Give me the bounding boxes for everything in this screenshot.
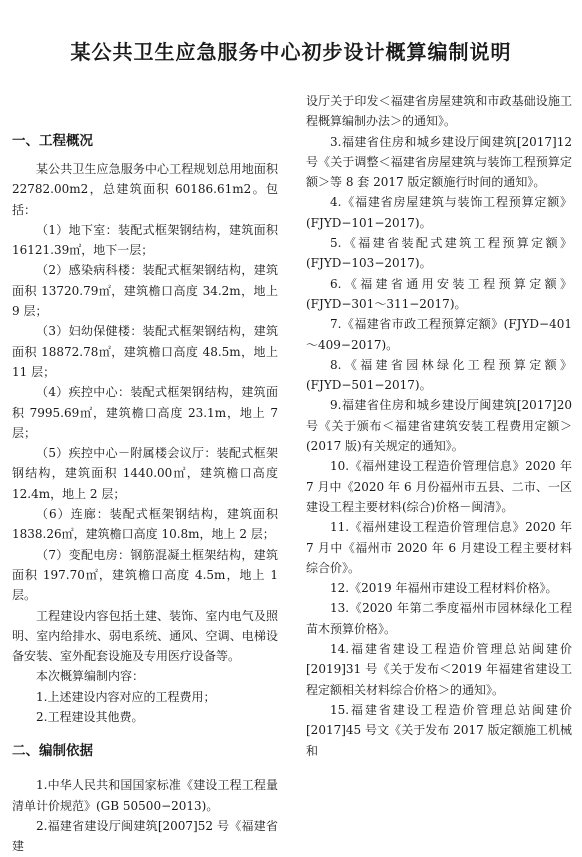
estimate-content-item-1: 1.上述建设内容对应的工程费用； (36, 689, 216, 704)
basis-item-12: 12.《2019 年福州市建设工程材料价格》。 (330, 581, 558, 596)
basis-item-9: 9.福建省住房和城乡建设厅闽建筑[2017]20 号《关于颁布＜福建省建筑安装工程费用定额＞(2017 版)有关规定的通知》。 (306, 398, 572, 454)
right-column (306, 91, 572, 761)
overview-item-6: （6）连廊：装配式框架钢结构，建筑面积 1838.26㎡，建筑檐口高度 10.8m，地上 2 层； (12, 507, 278, 542)
basis-item-10: 10.《福州建设工程造价管理信息》2020 年 7 月中《2020 年 6 月份福州市五县、二市、一区建设工程主要材料(综合)价格－闽清》。 (306, 459, 572, 514)
basis-item-13: 13.《2020 年第二季度福州市园林绿化工程苗木预算价格》。 (306, 601, 572, 636)
document-title: 某公共卫生应急服务中心初步设计概算编制说明 (70, 40, 512, 64)
left-column (12, 131, 278, 857)
estimate-content-item-2: 2.工程建设其他费。 (36, 710, 144, 725)
overview-item-3: （3）妇幼保健楼：装配式框架钢结构，建筑面积 18872.78㎡，建筑檐口高度 48.5m，地上 11 层； (12, 324, 278, 379)
basis-item-8: 8.《福建省园林绿化工程预算定额》(FJYD−501−2017)。 (306, 357, 572, 393)
overview-item-2: （2）感染病科楼：装配式框架钢结构，建筑面积 13720.79㎡，建筑檐口高度 34.2m，地上 9 层； (12, 263, 278, 319)
overview-paragraph: 某公共卫生应急服务中心工程规划总用地面积 22782.00m2，总建筑面积 60186.61m2。包括： (12, 162, 278, 217)
basis-item-14: 14.福建省建设工程造价管理总站闽建价[2019]31 号《关于发布＜2019 年福建省建设工程定额相关材料综合价格＞的通知》。 (306, 642, 572, 697)
basis-item-5: 5.《福建省装配式建筑工程预算定额》(FJYD−103−2017)。 (306, 236, 572, 271)
estimate-content-label: 本次概算编制内容： (36, 669, 145, 684)
basis-item-4: 4.《福建省房屋建筑与装饰工程预算定额》(FJYD−101−2017)。 (306, 195, 572, 230)
section-2-heading: 二、编制依据 (12, 743, 93, 760)
overview-item-5: （5）疾控中心－附属楼会议厅：装配式框架钢结构，建筑面积 1440.00㎡，建筑檐口高度 12.4m，地上 2 层； (12, 446, 278, 501)
scope-paragraph: 工程建设内容包括土建、装饰、室内电气及照明、室内给排水、弱电系统、通风、空调、电梯设备安装、室外配套设施及专用医疗设备等。 (12, 608, 278, 664)
basis-item-2-continued: 设厅关于印发＜福建省房屋建筑和市政基础设施工程概算编制办法＞的通知》。 (306, 94, 572, 129)
overview-item-7: （7）变配电房：钢筋混凝土框架结构，建筑面积 197.70㎡，建筑檐口高度 4.5m，地上 1 层。 (12, 547, 278, 603)
basis-item-7: 7.《福建省市政工程预算定额》(FJYD−401～409−2017)。 (306, 317, 572, 352)
basis-item-3: 3.福建省住房和城乡建设厅闽建筑[2017]12 号《关于调整＜福建省房屋建筑与装饰工程预算定额＞等 8 套 2017 版定额施行时间的通知》。 (306, 134, 572, 190)
overview-item-4: （4）疾控中心：装配式框架钢结构，建筑面积 7995.69㎡，建筑檐口高度 23.1m，地上 7 层； (12, 385, 278, 440)
overview-item-1: （1）地下室：装配式框架钢结构，建筑面积 16121.39㎡，地下一层； (12, 222, 278, 258)
basis-item-2: 2.福建省建设厅闽建筑[2007]52 号《福建省建 (12, 818, 278, 854)
basis-item-1: 1.中华人民共和国国家标准《建设工程工程量清单计价规范》(GB 50500−2013)。 (12, 778, 278, 813)
section-1-heading: 一、工程概况 (12, 133, 93, 149)
basis-item-15: 15.福建省建设工程造价管理总站闽建价[2017]45 号文《关于发布 2017 版定额施工机械和 (306, 702, 572, 758)
basis-item-6: 6.《福建省通用安装工程预算定额》(FJYD−301～311−2017)。 (306, 276, 572, 311)
basis-item-11: 11.《福州建设工程造价管理信息》2020 年 7 月中《福州市 2020 年 6 月建设工程主要材料综合价》。 (306, 520, 572, 575)
